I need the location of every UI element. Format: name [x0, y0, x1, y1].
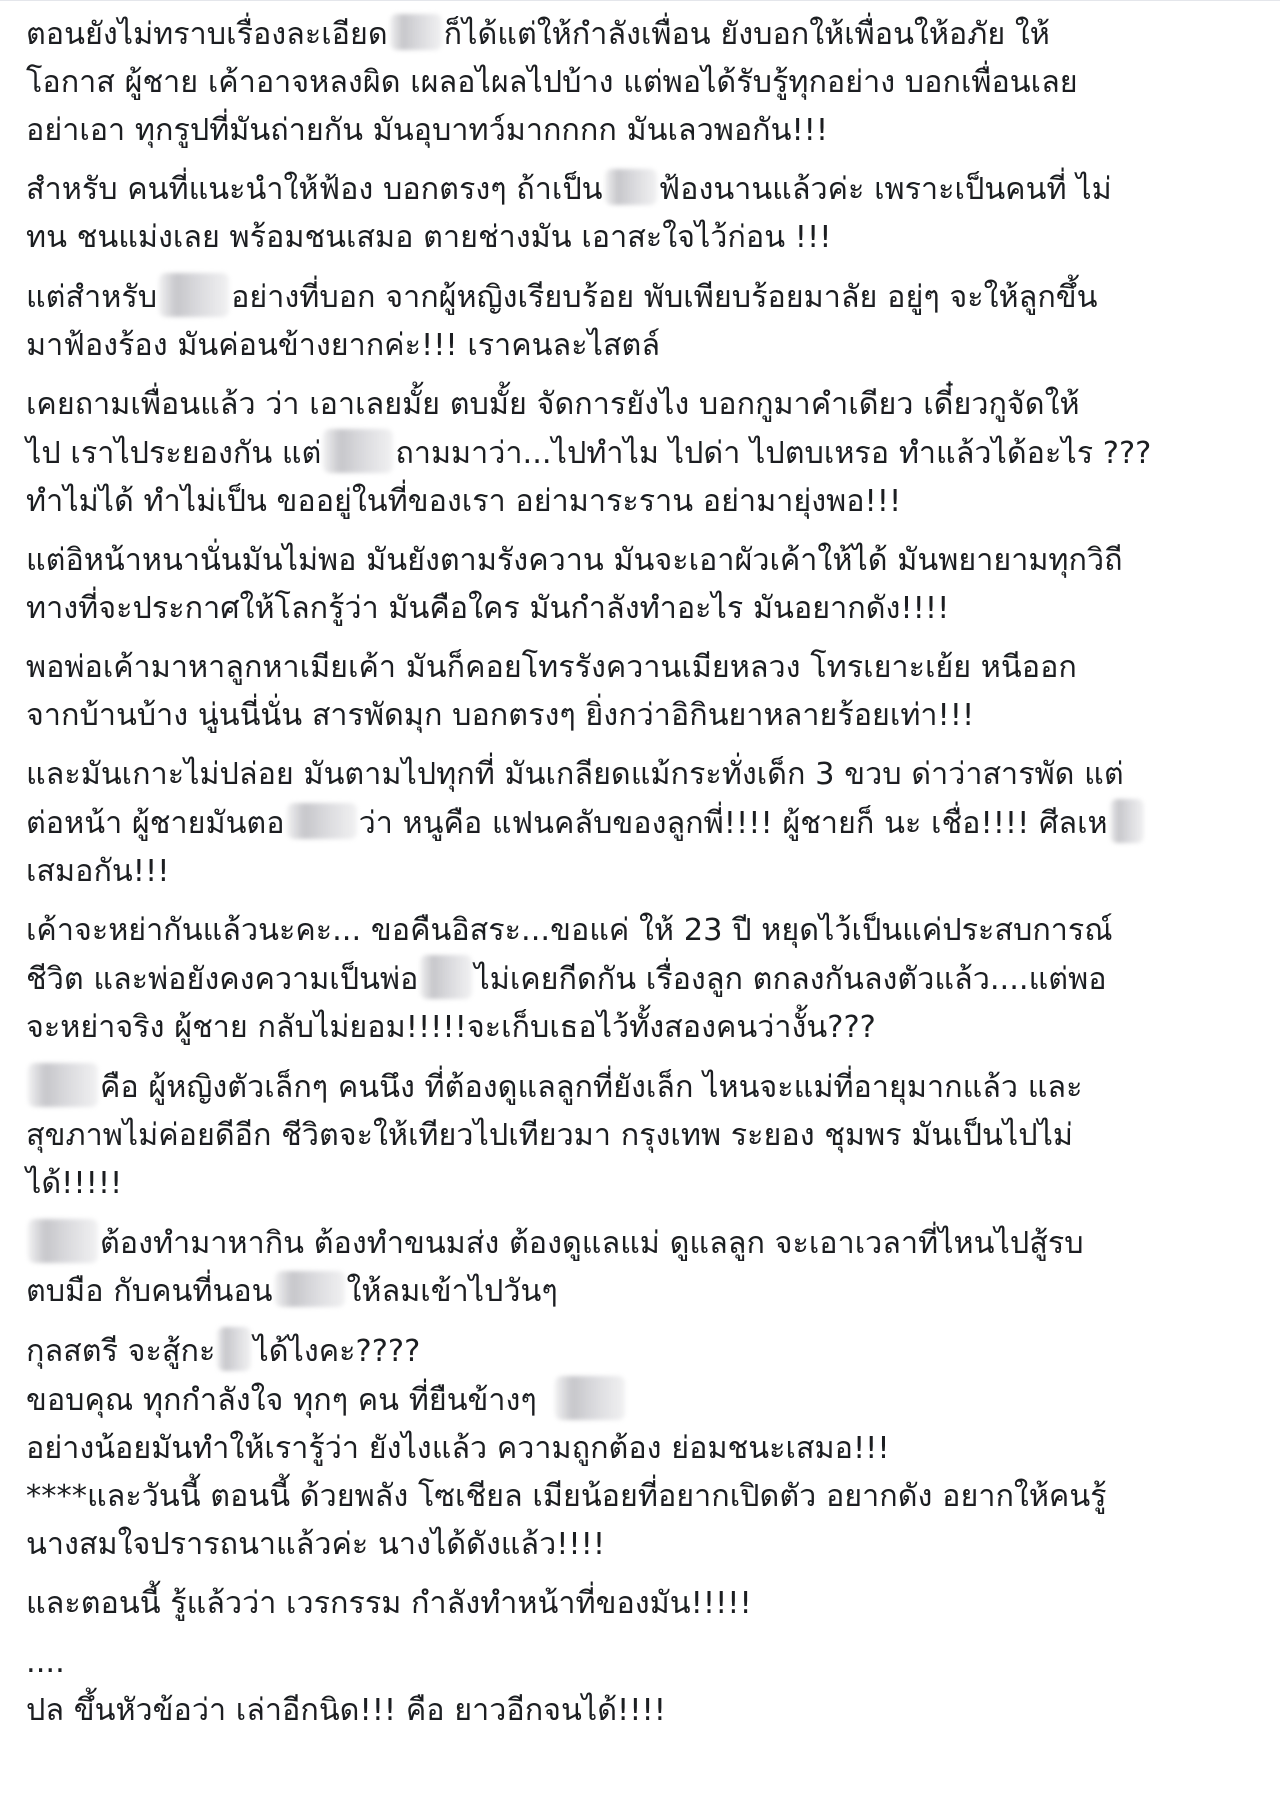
text-line: อย่าเอา ทุกรูปที่มันถ่ายกัน มันอุบาทว์มากกกก มันเลวพอกัน!!! [26, 113, 829, 148]
paragraph-9 [26, 1063, 1258, 1208]
paragraph-5 [26, 537, 1258, 633]
censored-blur [1110, 799, 1144, 843]
paragraph-7 [26, 751, 1258, 896]
text-segment: ไม่เคยกีดกัน เรื่องลูก ตกลงกันลงตัวแล้ว....แต่พอ [474, 962, 1107, 997]
text-segment: ต่อหน้า ผู้ชายมันตอ [26, 806, 285, 841]
post-message [26, 11, 1258, 1746]
text-segment: ตบมือ กับคนที่นอน [26, 1274, 273, 1309]
text-line: สุขภาพไม่ค่อยดีอีก ชีวิตจะให้เทียวไปเทียวมา กรุงเทพ ระยอง ชุมพร มันเป็นไปไม่ [26, 1118, 1074, 1153]
text-segment: ตอนยังไม่ทราบเรื่องละเอียด [26, 17, 388, 52]
text-line: ****และวันนี้ ตอนนี้ ด้วยพลัง โซเชียล เมียน้อยที่อยากเปิดตัว อยากดัง อยากให้คนรู้ [26, 1479, 1107, 1514]
text-line: และตอนนี้ รู้แล้วว่า เวรกรรม กำลังทำหน้าที่ของมัน!!!!! [26, 1586, 752, 1621]
text-line [26, 1327, 1258, 1376]
text-line: เสมอกัน!!! [26, 854, 170, 889]
text-line: ปล ขึ้นหัวข้อว่า เล่าอีกนิด!!! คือ ยาวอีกจนได้!!!! [26, 1693, 666, 1728]
text-line: โอกาส ผู้ชาย เค้าอาจหลงผิด เผลอไผลไปบ้าง แต่พอได้รับรู้ทุกอย่าง บอกเพื่อนเลย [26, 65, 1078, 100]
paragraph-13 [26, 1639, 1258, 1735]
paragraph-2 [26, 166, 1258, 262]
text-line: และมันเกาะไม่ปล่อย มันตามไปทุกที่ มันเกลียดแม้กระทั่งเด็ก 3 ขวบ ด่าว่าสารพัด แต่ [26, 757, 1124, 792]
text-line [26, 1219, 1258, 1268]
text-line [26, 429, 1258, 478]
text-segment: ชีวิต และพ่อยังคงความเป็นพ่อ [26, 962, 419, 997]
text-line: นางสมใจปรารถนาแล้วค่ะ นางได้ดังแล้ว!!!! [26, 1527, 606, 1562]
censored-blur [605, 169, 657, 205]
text-line [26, 1268, 1258, 1316]
censored-blur [28, 1219, 98, 1263]
text-segment: อย่างที่บอก จากผู้หญิงเรียบร้อย พับเพียบร้อยมาลัย อยู่ๆ จะให้ลูกขึ้น [231, 280, 1098, 315]
paragraph-1 [26, 11, 1258, 155]
text-line [26, 11, 1258, 59]
text-segment: ขอบคุณ ทุกกำลังใจ ทุกๆ คน ที่ยืนข้างๆ [26, 1383, 537, 1418]
censored-blur [555, 1376, 625, 1420]
paragraph-12 [26, 1580, 1258, 1628]
text-segment: ฟ้องนานแล้วค่ะ เพราะเป็นคนที่ ไม่ [658, 172, 1112, 207]
paragraph-3 [26, 273, 1258, 370]
text-line: พอพ่อเค้ามาหาลูกหาเมียเค้า มันก็คอยโทรรังควานเมียหลวง โทรเยาะเย้ย หนีออก [26, 650, 1077, 685]
text-line: ทน ชนแม่งเลย พร้อมชนเสมอ ตายช่างมัน เอาสะใจไว้ก่อน !!! [26, 220, 832, 255]
text-line: ได้!!!!! [26, 1166, 123, 1201]
paragraph-10 [26, 1219, 1258, 1316]
text-line: ทำไม่ได้ ทำไม่เป็น ขออยู่ในที่ของเรา อย่ามาระราน อย่ามายุ่งพอ!!! [26, 484, 902, 519]
censored-blur [275, 1271, 345, 1307]
text-segment: ไป เราไประยองกัน แต่ [26, 436, 322, 471]
text-segment: ต้องทำมาหากิน ต้องทำขนมส่ง ต้องดูแลแม่ ดูแลลูก จะเอาเวลาที่ไหนไปสู้รบ [100, 1226, 1084, 1261]
text-line: .... [26, 1645, 65, 1680]
text-line: อย่างน้อยมันทำให้เรารู้ว่า ยังไงแล้ว ความถูกต้อง ย่อมชนะเสมอ!!! [26, 1431, 890, 1466]
text-segment: ได้ไงคะ???? [253, 1334, 421, 1369]
text-segment: กุลสตรี จะสู้กะ [26, 1334, 216, 1369]
paragraph-4 [26, 381, 1258, 526]
text-line [26, 955, 1258, 1004]
paragraph-11 [26, 1327, 1258, 1569]
text-segment: ว่า หนูคือ แฟนคลับของลูกพี่!!!! ผู้ชายก็ นะ เชื่อ!!!! ศีลเห [358, 806, 1108, 841]
censored-blur [420, 955, 472, 999]
text-line [26, 1063, 1258, 1112]
text-line [26, 1376, 1258, 1425]
paragraph-8 [26, 907, 1258, 1052]
text-line: จากบ้านบ้าง นู่นนี่นั่น สารพัดมุก บอกตรงๆ ยิ่งกว่าอิกินยาหลายร้อยเท่า!!! [26, 698, 975, 733]
censored-blur [159, 273, 229, 317]
text-line: ทางที่จะประกาศให้โลกรู้ว่า มันคือใคร มันกำลังทำอะไร มันอยากดัง!!!! [26, 591, 950, 626]
censored-blur [390, 14, 442, 50]
censored-blur [323, 429, 393, 473]
text-line: จะหย่าจริง ผู้ชาย กลับไม่ยอม!!!!!จะเก็บเธอไว้ทั้งสองคนว่างั้น??? [26, 1010, 876, 1045]
text-segment: แต่สำหรับ [26, 280, 158, 315]
text-line: เคยถามเพื่อนแล้ว ว่า เอาเลยมั้ย ตบมั้ย จัดการยังไง บอกกูมาคำเดียว เดี๋ยวกูจัดให้ [26, 387, 1080, 422]
censored-blur [217, 1327, 251, 1371]
text-line: มาฟ้องร้อง มันค่อนข้างยากค่ะ!!! เราคนละไสตล์ [26, 328, 661, 363]
censored-blur [287, 803, 357, 839]
text-segment: คือ ผู้หญิงตัวเล็กๆ คนนึง ที่ต้องดูแลลูกที่ยังเล็ก ไหนจะแม่ที่อายุมากแล้ว และ [100, 1070, 1083, 1105]
text-segment: ก็ได้แต่ให้กำลังเพื่อน ยังบอกให้เพื่อนให้อภัย ให้ [443, 17, 1050, 52]
text-segment: ถามมาว่า...ไปทำไม ไปด่า ไปตบเหรอ ทำแล้วได้อะไร ??? [395, 436, 1152, 471]
text-line: เค้าจะหย่ากันแล้วนะคะ... ขอคืนอิสระ...ขอแค่ ให้ 23 ปี หยุดไว้เป็นแค่ประสบการณ์ [26, 913, 1113, 948]
text-line [26, 166, 1258, 214]
text-segment: ให้ลมเข้าไปวันๆ [346, 1274, 558, 1309]
censored-blur [28, 1063, 98, 1107]
text-line [26, 799, 1258, 848]
text-line: แต่อิหน้าหนานั่นมันไม่พอ มันยังตามรังควาน มันจะเอาผัวเค้าให้ได้ มันพยายามทุกวิถี [26, 543, 1123, 578]
text-segment: สำหรับ คนที่แนะนำให้ฟ้อง บอกตรงๆ ถ้าเป็น [26, 172, 603, 207]
paragraph-6 [26, 644, 1258, 740]
text-line [26, 273, 1258, 322]
